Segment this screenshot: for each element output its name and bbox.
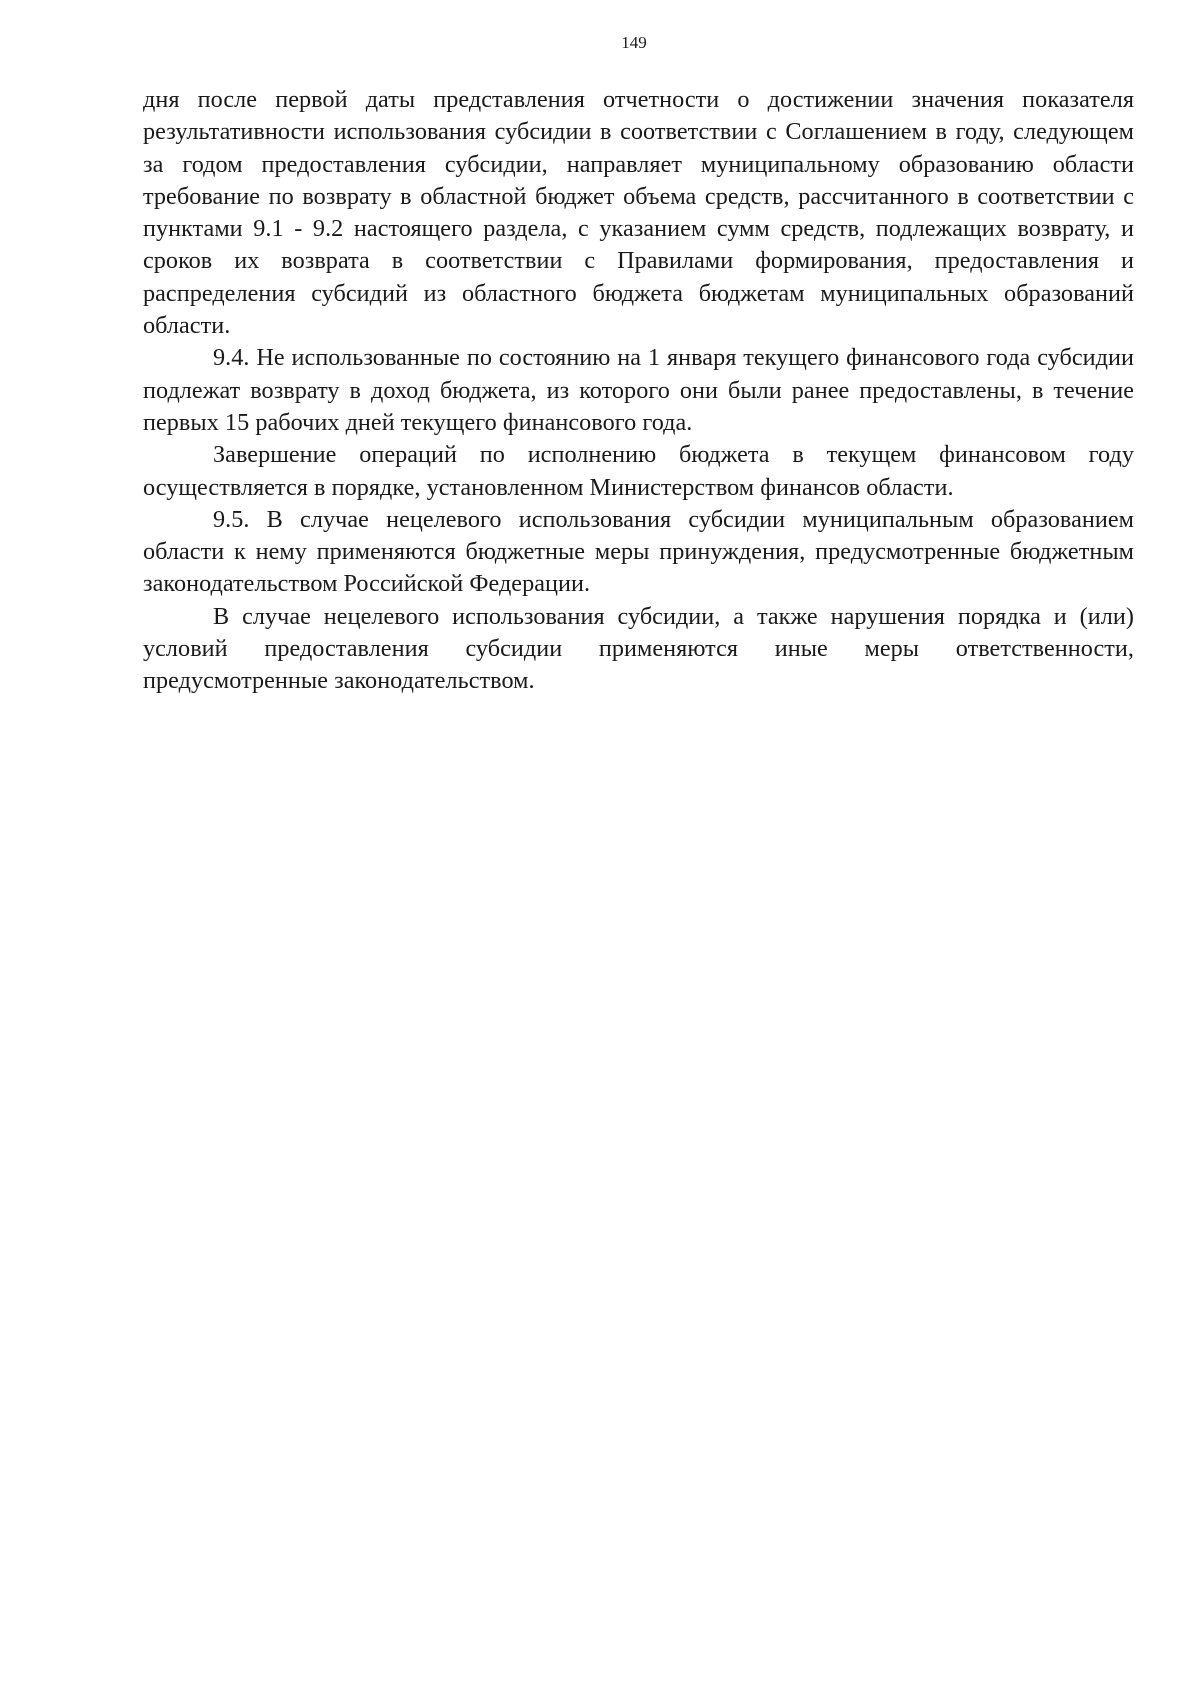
page-number: 149 xyxy=(621,33,647,52)
paragraph-other-measures: В случае нецелевого использования субсидии, а также нарушения порядка и (или) условий предоставления субсидии применяются иные меры ответственности, предусмотренные законодательством. xyxy=(143,602,1134,695)
paragraph-9-5: 9.5. В случае нецелевого использования субсидии муниципальным образованием области к нему применяются бюджетные меры принуждения, предусмотренные бюджетным законодательством Российской Федерации. xyxy=(143,505,1134,598)
paragraph-budget-completion: Завершение операций по исполнению бюджета в текущем финансовом году осуществляется в порядке, установленном Министерством финансов области. xyxy=(143,441,1134,501)
document-body xyxy=(143,84,1134,698)
paragraph-9-4: 9.4. Не использованные по состоянию на 1 января текущего финансового года субсидии подлежат возврату в доход бюджета, из которого они были ранее предоставлены, в течение первых 15 рабочих дней текущего финансового года. xyxy=(143,344,1134,436)
paragraph-continuation: дня после первой даты представления отчетности о достижении значения показателя результативности использования субсидии в соответствии с Соглашением в году, следующем за годом предоставления субсидии, направляет муниципальному образованию области требование по возврату в областной бюджет объема средств, рассчитанного в соответствии с пунктами 9.1 - 9.2 настоящего раздела, с указанием сумм средств, подлежащих возврату, и сроков их возврата в соответствии с Правилами формирования, предоставления и распределения субсидий из областного бюджета бюджетам муниципальных образований области. xyxy=(143,86,1134,340)
